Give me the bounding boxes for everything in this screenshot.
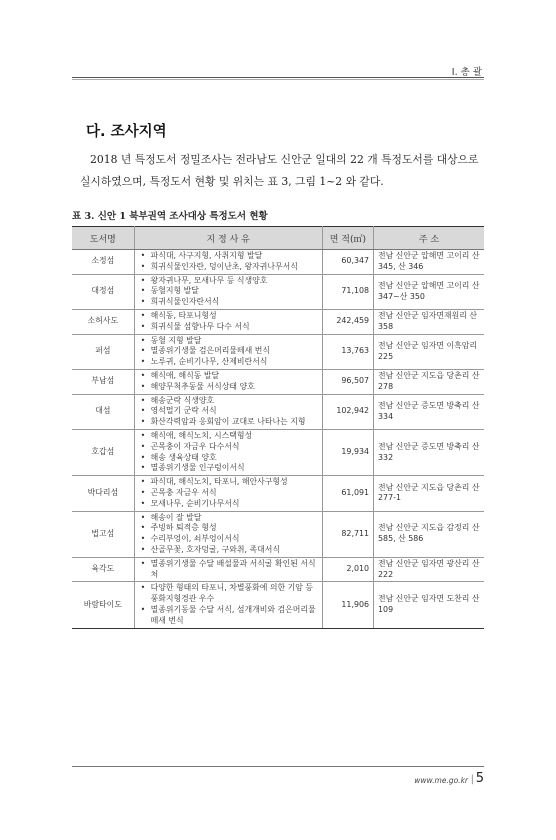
island-name-cell: 박다리섬 (72, 476, 134, 511)
address-cell: 전남 신안군 지도읍 당촌리 산 278 (374, 369, 484, 394)
reason-item: • 동혈 지형 발달 (151, 336, 319, 347)
reason-list (138, 371, 319, 393)
table-row (72, 511, 484, 557)
designation-reason-cell (134, 334, 322, 369)
reason-list (138, 513, 319, 556)
address-cell: 전남 신안군 압해면 고이리 산 347~산 350 (374, 274, 484, 309)
reason-item: • 노루귀, 순비기나무, 산제비란서식 (151, 357, 319, 368)
reason-item: • 멸종위기동물 수달 서식, 섬개개비와 검은머리물떼새 번식 (151, 605, 319, 627)
address-cell: 전남 신안군 임자면 이흑암리 225 (374, 334, 484, 369)
reason-item: • 왕자귀나무, 모새나무 등 식생양호 (151, 276, 319, 287)
designation-reason-cell (134, 582, 322, 628)
reason-item: • 멸종위기생물 수달 배설물과 서식굴 확인된 서식처 (151, 559, 319, 581)
island-name-cell: 부남섬 (72, 369, 134, 394)
designation-reason-cell (134, 429, 322, 475)
island-name-cell: 대정섬 (72, 274, 134, 309)
area-cell: 13,763 (322, 334, 373, 369)
designation-reason-cell (134, 309, 322, 334)
designation-reason-cell (134, 369, 322, 394)
island-name-cell: 법고섬 (72, 511, 134, 557)
reason-item: • 화산각력암과 응회암이 교대로 나타나는 지형 (151, 417, 319, 428)
islands-table (72, 226, 484, 629)
table-row (72, 557, 484, 582)
reason-item: • 해식애, 해식노치, 시스택형성 (151, 431, 319, 442)
area-cell: 60,347 (322, 250, 373, 275)
col-header-name: 도서명 (72, 227, 134, 250)
reason-item: • 멸종위기생물 검은머리물떼새 번식 (151, 346, 319, 357)
table-row (72, 309, 484, 334)
header-rule (72, 77, 484, 78)
address-cell: 전남 신안군 증도면 방축리 산 332 (374, 429, 484, 475)
reason-item: • 영석멀기 군락 서식 (151, 406, 319, 417)
reason-item: • 해송군락 식생양호 (151, 396, 319, 407)
table-row (72, 582, 484, 628)
reason-list (138, 396, 319, 428)
table-caption: 표 3. 신안 1 북부권역 조사대상 특정도서 현황 (72, 211, 268, 222)
col-header-address: 주 소 (374, 227, 484, 250)
reason-item: • 파식대, 해식노치, 타포니, 해안사구형성 (151, 477, 319, 488)
reason-list (138, 251, 319, 273)
reason-item: • 해송 생육상태 양호 (151, 453, 319, 464)
table-header-row (72, 227, 484, 250)
address-cell: 전남 신안군 증도면 방축리 산 334 (374, 394, 484, 429)
area-cell: 2,010 (322, 557, 373, 582)
table-row (72, 369, 484, 394)
island-name-cell: 퍼섬 (72, 334, 134, 369)
section-title: 다. 조사지역 (86, 124, 167, 140)
reason-item: • 곤목충이 자금우 다수서식 (151, 442, 319, 453)
area-cell: 11,906 (322, 582, 373, 628)
reason-item: • 멸종위기생물 인구렁이서식 (151, 463, 319, 474)
reason-item: • 희귀식물인자란, 덩이난초, 왕자귀나무서식 (151, 262, 319, 273)
body-paragraph: 2018 년 특정도서 정밀조사는 전라남도 신안군 일대의 22 개 특정도서를 대상으로 실시하였으며, 특정도서 현황 및 위치는 표 3, 그림 1~2 와 같다. (80, 153, 479, 188)
col-header-area: 면 적(㎡) (322, 227, 373, 250)
island-name-cell: 대섬 (72, 394, 134, 429)
address-cell: 전남 신안군 압해면 고이리 산 345, 산 346 (374, 250, 484, 275)
reason-list (138, 583, 319, 626)
reason-list (138, 431, 319, 474)
reason-item: • 수리부엉이, 쇠부엉이서식 (151, 534, 319, 545)
area-cell: 242,459 (322, 309, 373, 334)
table-row (72, 429, 484, 475)
reason-item: • 희귀식물인자란서식 (151, 297, 319, 308)
island-name-cell: 호갑섬 (72, 429, 134, 475)
island-name-cell: 소정섬 (72, 250, 134, 275)
reason-item: • 희귀식물 섬향나무 다수 서식 (151, 322, 319, 333)
reason-item: • 곤목충 자금우 서식 (151, 488, 319, 499)
designation-reason-cell (134, 274, 322, 309)
designation-reason-cell (134, 511, 322, 557)
table-row (72, 394, 484, 429)
reason-item: • 파식대, 사구지형, 사취지형 발달 (151, 251, 319, 262)
reason-item: • 해송이 잘 발달 (151, 513, 319, 524)
area-cell: 96,507 (322, 369, 373, 394)
table-row (72, 476, 484, 511)
footer-rule (72, 766, 484, 767)
island-name-cell: 육각도 (72, 557, 134, 582)
address-cell: 전남 신안군 임자면재원리 산 358 (374, 309, 484, 334)
footer-url: www.me.go.kr (414, 776, 468, 785)
designation-reason-cell (134, 250, 322, 275)
area-cell: 82,711 (322, 511, 373, 557)
reason-list (138, 311, 319, 333)
reason-item: • 모새나무, 순비기나무서식 (151, 499, 319, 510)
reason-item: • 해식애, 해식동 발달 (151, 371, 319, 382)
island-name-cell: 바람타이도 (72, 582, 134, 628)
running-header: I. 총 괄 (451, 67, 482, 78)
table-row (72, 250, 484, 275)
area-cell: 102,942 (322, 394, 373, 429)
reason-item: • 다양한 형태의 타포니, 차별풍화에 의한 기암 등 풍화지형경관 우수 (151, 583, 319, 605)
reason-list (138, 336, 319, 368)
reason-item: • 해식동, 타포니형성 (151, 311, 319, 322)
area-cell: 61,091 (322, 476, 373, 511)
designation-reason-cell (134, 557, 322, 582)
reason-item: • 산골무꽃, 호자덩굴, 구와취, 족대서식 (151, 545, 319, 556)
table-body (72, 250, 484, 629)
address-cell: 전남 신안군 임자면 도찬리 산 109 (374, 582, 484, 628)
reason-item: • 주빙하 퇴적층 형성 (151, 523, 319, 534)
area-cell: 71,108 (322, 274, 373, 309)
reason-item: • 해양무척추동물 서식상태 양호 (151, 382, 319, 393)
reason-list (138, 276, 319, 308)
area-cell: 19,934 (322, 429, 373, 475)
reason-item: • 동혈지형 발달 (151, 286, 319, 297)
designation-reason-cell (134, 476, 322, 511)
designation-reason-cell (134, 394, 322, 429)
address-cell: 전남 신안군 지도읍 감정리 산 585, 산 586 (374, 511, 484, 557)
address-cell: 전남 신안군 임자면 광산리 산 222 (374, 557, 484, 582)
reason-list (138, 477, 319, 509)
island-name-cell: 소허사도 (72, 309, 134, 334)
table-row (72, 274, 484, 309)
address-cell: 전남 신안군 지도읍 당촌리 산 277-1 (374, 476, 484, 511)
reason-list (138, 559, 319, 581)
header-rule-thin (72, 79, 484, 80)
col-header-reason: 지 정 사 유 (134, 227, 322, 250)
footer-separator: | (470, 774, 474, 785)
table-row (72, 334, 484, 369)
page-number: 5 (475, 771, 484, 786)
